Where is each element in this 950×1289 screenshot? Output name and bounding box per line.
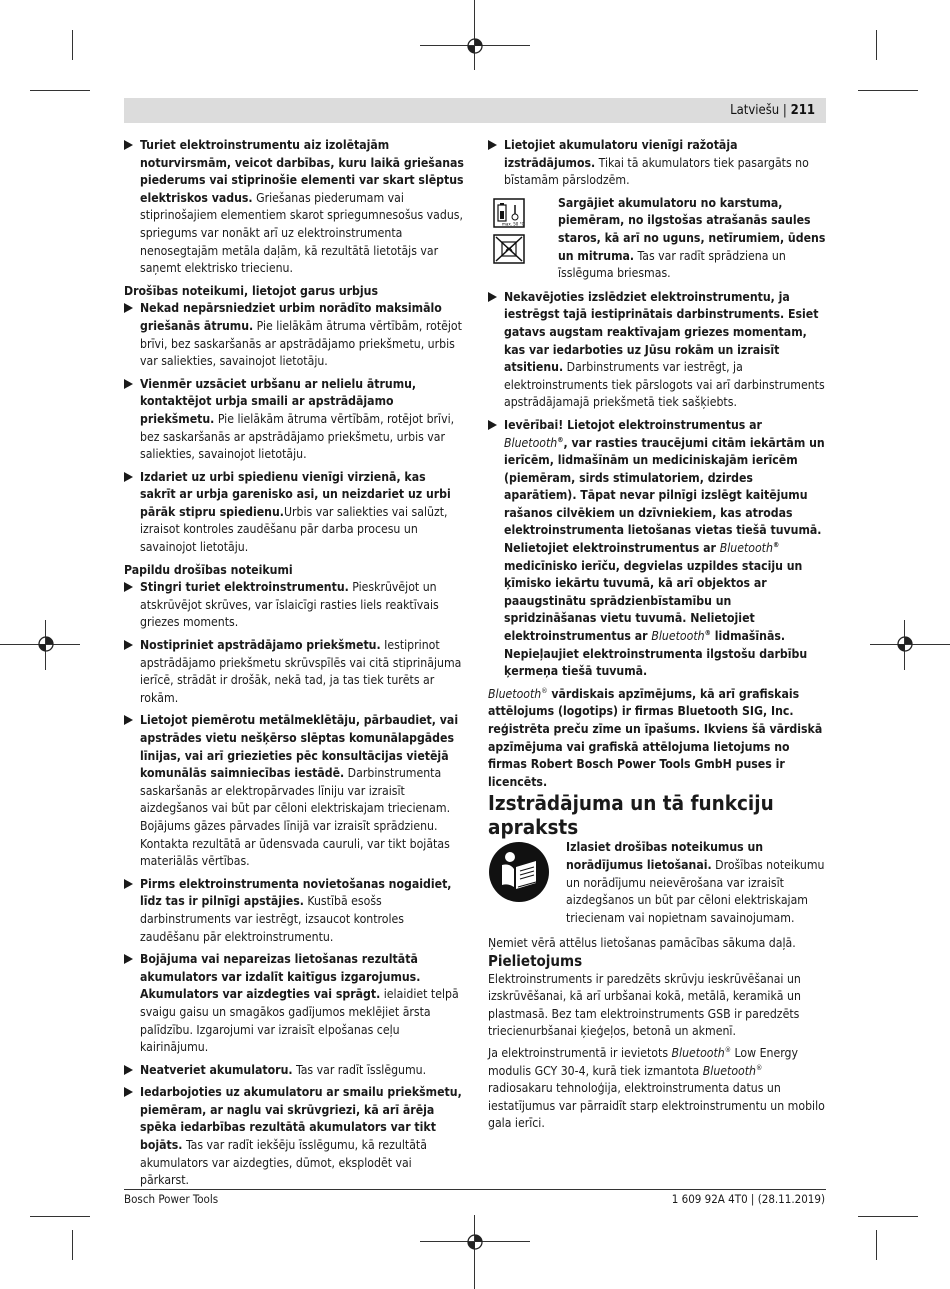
list-item <box>124 137 464 278</box>
bullet-triangle-icon <box>488 292 497 302</box>
list-item <box>488 137 826 190</box>
registration-mark-icon <box>894 633 916 655</box>
item-text: Urbis var saliekties vai salūzt, izraisot kontroles zaudēšanu pār darba procesu un savainojot lietotāju. <box>140 504 448 555</box>
footer-rule <box>124 1189 826 1190</box>
bullet-triangle-icon <box>488 420 497 430</box>
bullet-triangle-icon <box>124 1087 133 1097</box>
list-item <box>488 417 826 681</box>
item-text: Pieskrūvējot un atskrūvējot skrūves, var īslaicīgi rasties liels reaktīvais griezes moments. <box>140 580 439 630</box>
list-item <box>124 469 464 557</box>
usage-text-part: radiosakaru tehnoloģija, elektroinstrumenta datus un iestatījumus var pārraidīt starp elektroinstrumentu un mobilo gala ierīci. <box>488 1081 825 1131</box>
list-item <box>488 289 826 412</box>
item-bold <box>504 418 825 678</box>
crop-mark <box>858 1216 918 1217</box>
item-bold: Vienmēr uzsāciet urbšanu ar nelielu ātrumu, kontaktējot urbja smaili ar apstrādājamo priekšmetu. <box>140 376 417 426</box>
item-text: Tikai tā akumulators tiek pasargāts no bīstamām pārslodzēm. <box>504 155 809 188</box>
bluetooth-word: Bluetooth <box>651 629 705 644</box>
crop-mark <box>876 30 877 60</box>
read-instructions-block <box>488 839 826 927</box>
bullet-triangle-icon <box>124 1065 133 1075</box>
item-bold: Sargājiet akumulatoru no karstuma, piemēram, no ilgstošas atrašanās saules staros, kā arī no uguns, netīrumiem, ūdens un mitruma. <box>558 195 826 263</box>
list-item <box>124 637 464 707</box>
item-text: Pie lielākām ātruma vērtībām, rotējot brīvi, bez saskaršanās ar apstrādājamo priekšmetu, urbis var saliekties, savainojot lietotāju. <box>140 411 455 462</box>
list-item <box>124 376 464 464</box>
bt-text-part: lidmašīnās. Nepieļaujiet elektroinstrumenta ilgstošu darbību ķermeņa tiešā tuvumā. <box>504 629 808 679</box>
crop-mark <box>858 90 918 91</box>
section-title: Izstrādājuma un tā funkciju apraksts <box>488 791 774 840</box>
subheading: Drošības noteikumi, lietojot garus urbjus <box>124 283 378 298</box>
bullet-triangle-icon <box>124 640 133 650</box>
crop-mark <box>72 1230 73 1260</box>
item-text: Darbinstruments var iestrēgt, ja elektroinstruments tiek pārslogots vai arī darbinstruments apstrādājamajā priekšmetā tiek sašķiebts. <box>504 360 825 410</box>
right-column <box>488 137 826 1133</box>
usage-paragraph: Elektroinstruments ir paredzēts skrūvju ieskrūvēšanai un izskrūvēšanai, kā arī urbšanai kokā, metālā, keramikā un plastmasā. Bez tam elektroinstruments GSB ir paredzēts triecienurbšanai ķieģeļos, betonā un akmenī. <box>488 971 801 1039</box>
registered-mark: ® <box>557 435 564 444</box>
item-text: Iestiprinot apstrādājamo priekšmetu skrūvspīlēs vai citā stiprinājuma ierīcē, strādāt ir drošāk, nekā tad, ja tas tiek turēts ar rokām. <box>140 638 462 705</box>
bullet-triangle-icon <box>124 582 133 592</box>
note-text: Ņemiet vērā attēlus lietošanas pamācības sākuma daļā. <box>488 936 796 951</box>
item-text: Tas var radīt īsslēgumu. <box>292 1062 427 1077</box>
registration-mark-icon <box>464 35 486 57</box>
registration-mark-icon <box>464 1231 486 1253</box>
header-bar <box>124 98 826 123</box>
header-separator: | <box>779 103 791 118</box>
list-item <box>124 300 464 370</box>
footer-docnumber: 1 609 92A 4T0 | (28.11.2019) <box>671 1192 825 1206</box>
list-item <box>124 951 464 1057</box>
list-item <box>124 712 464 870</box>
item-text: Pie lielākām ātruma vērtībām, rotējot brīvi, bez saskaršanās ar apstrādājamo priekšmetu, urbis var saliekties, savainojot lietotāju. <box>140 318 462 369</box>
read-manual-icon <box>488 841 550 903</box>
registered-mark: ® <box>704 628 711 637</box>
bullet-triangle-icon <box>124 472 133 482</box>
item-bold: Iedarbojoties uz akumulatoru ar smailu priekšmetu, piemēram, ar naglu vai skrūvgriezi, kā arī ārēja spēka iedarbības rezultātā akumulators var tikt bojāts. <box>140 1085 462 1153</box>
battery-temperature-icon <box>492 197 526 229</box>
usage-heading: Pielietojums <box>488 951 583 970</box>
item-bold: Stingri turiet elektroinstrumentu. <box>140 580 349 595</box>
bt-text-part: Ievērībai! Lietojot elektroinstrumentus ar <box>504 417 762 432</box>
icon-label: max. 50 °C <box>502 221 525 227</box>
item-bold: Nekavējoties izslēdziet elektroinstrumentu, ja iestrēgst tajā iestiprinātais darbinstruments. Esiet gatavs augstam reaktīvajam griezes momentam, kas var iedarboties uz Jūsu rokām un izraisīt atsitienu. <box>504 289 819 375</box>
registration-mark-icon <box>35 633 57 655</box>
crop-mark <box>876 1230 877 1260</box>
list-item <box>124 1084 464 1190</box>
item-bold: Pirms elektroinstrumenta novietošanas nogaidiet, līdz tas ir pilnīgi apstājies. <box>140 876 452 909</box>
registered-mark: ® <box>756 1063 763 1072</box>
bluetooth-word: Bluetooth <box>504 435 558 450</box>
bullet-triangle-icon <box>124 303 133 313</box>
bullet-triangle-icon <box>488 140 497 150</box>
item-bold: Neatveriet akumulatoru. <box>140 1062 293 1077</box>
item-bold: Turiet elektroinstrumentu aiz izolētajām noturvirsmām, veicot darbības, kuru laikā griešanas piederums vai stiprinošie elementi var skart slēptus elektriskos vadus. <box>140 138 464 205</box>
item-text: Darbinstrumenta saskaršanās ar elektropārvades līniju var izraisīt aizdegšanos vai būt par cēloni elektriskajam triecienam. Bojājums gāzes pārvades līnijā var izraisīt sprādzienu. Kontakta rezultātā ar ūdensvada cauruli, var tikt bojātas materiālās vērtības. <box>140 766 451 869</box>
registered-mark: ® <box>724 1045 732 1054</box>
list-item <box>124 1062 464 1080</box>
battery-heat-warning <box>488 195 826 283</box>
item-text: Tas var radīt sprādziena un īsslēguma briesmas. <box>558 248 786 281</box>
item-bold: Izdariet uz urbi spiedienu vienīgi virzienā, kas sakrīt ar urbja garenisko asi, un neizdariet uz urbi pārāk stipru spiedienu. <box>140 469 451 519</box>
bullet-triangle-icon <box>124 715 133 725</box>
item-text: Griešanas piederumam vai stiprinošajiem elementiem skarot spriegumnesošus vadus, spriegums var nonākt arī uz elektroinstrumenta nenosegtajām metāla daļām, kā rezultātā lietotājs var saņemt elektrisko triecienu. <box>140 190 463 276</box>
item-text: Kustībā esošs darbinstruments var iestrēgt, izsaucot kontroles zaudēšanu pār elektroinstrumentu. <box>140 894 404 944</box>
crop-mark <box>30 90 90 91</box>
left-column <box>124 137 464 1195</box>
crop-mark <box>72 30 73 60</box>
item-bold: Lietojot piemērotu metālmeklētāju, pārbaudiet, vai apstrādes vietu nešķērso slēptas komunālapgādes līnijas, vai arī griezieties pēc konsultācijas vietējā komunālās saimniecības iestādē. <box>140 713 459 781</box>
page-number: 211 <box>790 103 815 118</box>
usage-paragraph <box>488 1045 826 1133</box>
bt-text-part: medicīnisko ierīču, degvielas uzpildes staciju un ķīmisko iekārtu tuvumā, kā arī objektos ar paaugstinātu sprādzienbīstamību un spridzināšanas vietu tuvumā. Nelietojiet elektroinstrumentus ar <box>504 558 803 644</box>
registered-mark: ® <box>541 686 548 695</box>
usage-text-part: Ja elektroinstrumentā ir ievietots <box>488 1045 672 1060</box>
trademark-text: vārdiskais apzīmējums, kā arī grafiskais attēlojums (logotips) ir firmas Bluetooth SIG, Inc. reģistrēta preču zīme un īpašums. Ikviens šā vārdiskā apzīmējuma vai grafiskā attēlojuma lietojums no firmas Robert Bosch Power Tools GmbH puses ir licencēts. <box>488 686 823 789</box>
header-language: Latviešu <box>730 103 780 118</box>
bluetooth-word: Bluetooth <box>488 686 542 701</box>
item-text: Tas var radīt iekšēju īsslēgumu, kā rezultātā akumulators var aizdegties, dūmot, eksplodēt vai pārkarst. <box>140 1138 427 1188</box>
bluetooth-word: Bluetooth <box>702 1063 756 1078</box>
bullet-triangle-icon <box>124 140 133 150</box>
registered-mark: ® <box>772 541 780 549</box>
page-header <box>730 103 815 118</box>
item-bold: Lietojiet akumulatoru vienīgi ražotāja izstrādājumos. <box>504 138 738 170</box>
bt-text-part: , var rasties traucējumi citām iekārtām un ierīcēm, lidmašīnām un mediciniskajām ierīcēm (piemēram, sirds stimulatoriem, dzirdes aparātiem). Tāpat nevar pilnīgi izslēgt kaitējumu rašanos cilvēkiem un dzīvniekiem, kas atrodas elektroinstrumenta lietošanas vietas tiešā tuvumā. Nelietojiet elektroinstrumentus ar <box>504 435 825 556</box>
item-text: Drošības noteikumu un norādījumu neievērošana var izraisīt aizdegšanos un būt par cēloni elektriskajam triecienam vai nopietnam savainojumam. <box>566 857 825 925</box>
item-text: ielaidiet telpā svaigu gaisu un smagākos gadījumos meklējiet ārsta palīdzību. Izgarojumi var izraisīt elpošanas ceļu kairinājumu. <box>140 987 459 1055</box>
subheading: Papildu drošības noteikumi <box>124 562 293 577</box>
item-bold: Nekad nepārsniedziet urbim norādīto maksimālo griešanās ātrumu. <box>140 301 442 333</box>
usage-text-part: Low Energy modulis GCY 30-4, kurā tiek izmantota <box>488 1045 798 1078</box>
bluetooth-word: Bluetooth <box>719 541 773 556</box>
item-bold: Bojājuma vai nepareizas lietošanas rezultātā akumulators var izdalīt kaitīgus izgarojumus. Akumulators var aizdegties vai sprāgt. <box>140 952 421 1002</box>
bluetooth-word: Bluetooth <box>671 1045 725 1060</box>
item-bold: Izlasiet drošības noteikumus un norādījumus lietošanai. <box>566 840 764 872</box>
item-bold: Nostipriniet apstrādājamo priekšmetu. <box>140 638 381 653</box>
trademark-notice <box>488 686 826 792</box>
bullet-triangle-icon <box>124 879 133 889</box>
list-item <box>124 876 464 946</box>
list-item <box>124 579 464 632</box>
bullet-triangle-icon <box>124 379 133 389</box>
no-water-fire-icon <box>492 233 526 265</box>
footer-brand: Bosch Power Tools <box>124 1192 219 1206</box>
crop-mark <box>30 1216 90 1217</box>
bullet-triangle-icon <box>124 954 133 964</box>
